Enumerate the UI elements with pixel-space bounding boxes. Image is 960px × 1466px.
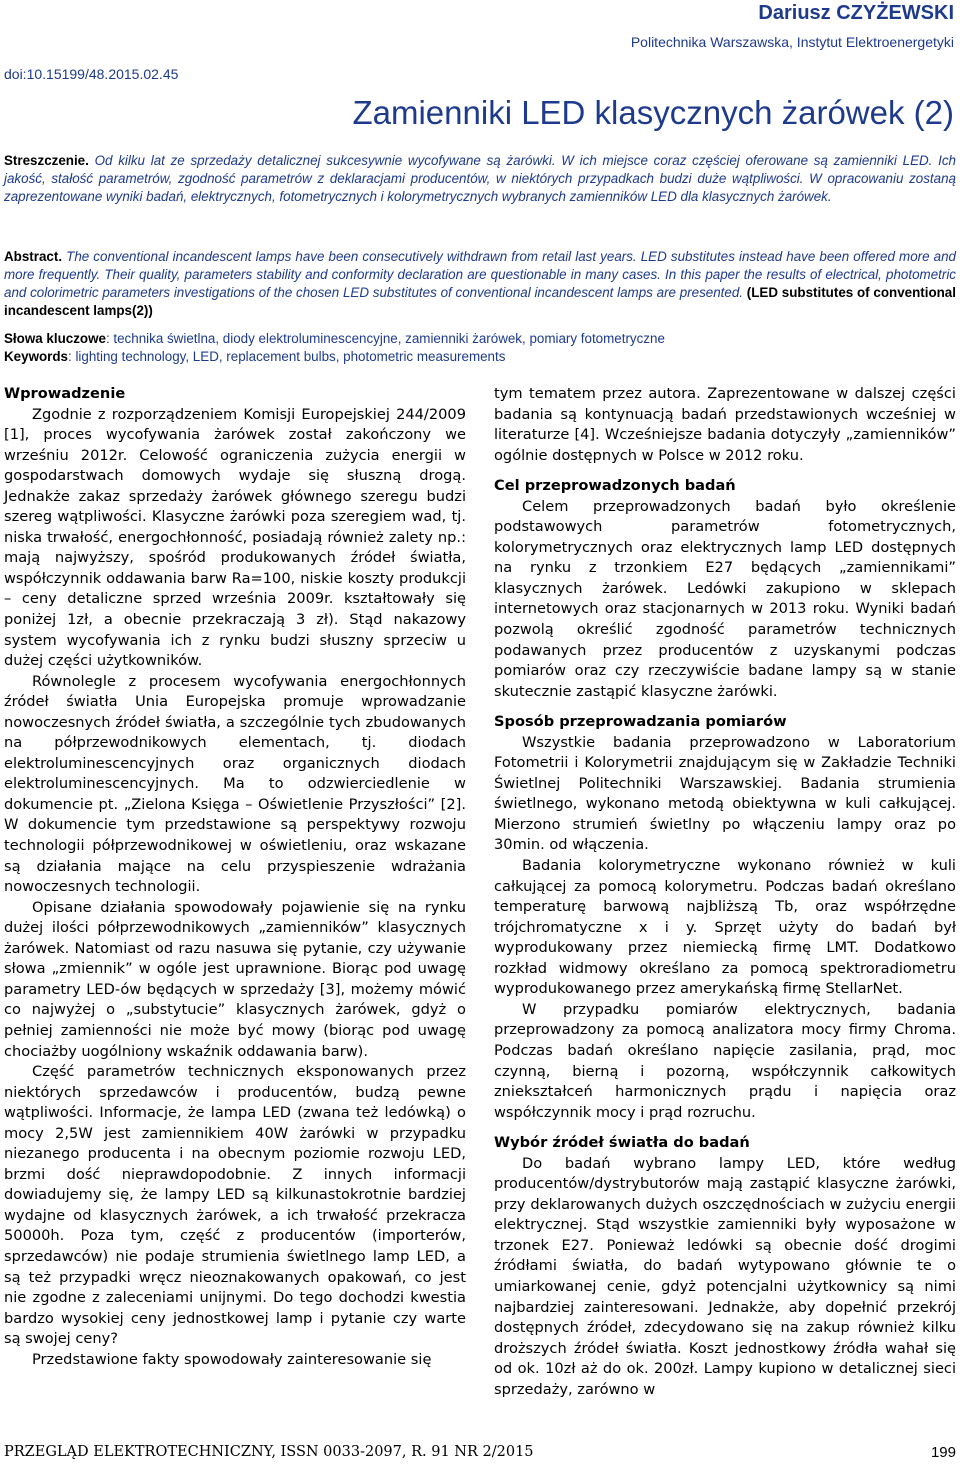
section-heading: Cel przeprowadzonych badań <box>494 477 736 495</box>
right-column <box>494 384 956 1400</box>
abstract-english <box>4 248 956 320</box>
article-title: Zamienniki LED klasycznych żarówek (2) <box>352 94 954 131</box>
paragraph: Do badań wybrano lampy LED, które według producentów/dystrybutorów mają zastąpić klasyczne żarówki, przy deklarowanych dużych oszczędnościach w zużyciu energii elektrycznej. Stąd wszystkie zamienniki były wyposażone w trzonek E27. Ponieważ ledówki są obecnie dość drogimi źródłami światła, do badań wytypowano głównie te o umiarkowanej cenie, gdyż potencjalni użytkownicy są nimi najbardziej zainteresowani. Jednakże, aby dopełnić przekrój dostępnych źródeł, zdecydowano się na zakup również kilku droższych źródeł światła. Koszt jednostkowy źródła wahał się od ok. 10zł aż do ok. 200zł. Lampy kupiono w detalicznej sieci sprzedaży, zarówno w <box>494 1154 956 1398</box>
abstract-polish-text: Od kilku lat ze sprzedaży detalicznej sukcesywnie wycofywane są żarówki. W ich miejsce coraz częściej oferowane są zamienniki LED. Ich jakość, stałość parametrów, zgodność parametrów z deklaracjami producentów, w niektórych przypadkach budzi duże wątpliwości. W opracowaniu zostaną zaprezentowane wyniki badań, elektrycznych, fotometrycznych i kolorymetrycznych wybranych zamienników LED dla klasycznych żarówek. <box>4 153 956 205</box>
left-column <box>4 384 466 1370</box>
paragraph: Przedstawione fakty spowodowały zainteresowanie się <box>32 1350 432 1368</box>
paragraph: Równolegle z procesem wycofywania energochłonnych źródeł światła Unia Europejska promuje wprowadzanie nowoczesnych źródeł światła, a szczególnie tych zbudowanych na półprzewodnikowych elementach, tj. diodach elektroluminescencyjnych oraz organicznych diodach elektroluminescencyjnych. Ma to odzwierciedlenie w dokumencie pt. „Zielona Księga – Oświetlenie Przyszłości” [2]. W dokumencie tym przedstawione są perspektywy rozwoju technologii półprzewodnikowej w oświetleniu, oraz wskazane są działania mające na celu przyspieszenie wdrażania nowoczesnych technologii. <box>4 672 466 896</box>
paragraph: tym tematem przez autora. Zaprezentowane w dalszej części badania są kontynuacją badań przedstawionych wcześniej w literaturze [4]. Wcześniejsze badania dotyczyły „zamienników” ogólnie dostępnych w Polsce w 2012 roku. <box>494 385 956 464</box>
keywords-block <box>4 330 956 366</box>
paragraph: Celem przeprowadzonych badań było określenie podstawowych parametrów fotometrycznych, kolorymetrycznych oraz elektrycznych lamp LED dostępnych na rynku z trzonkiem E27 będących „zamiennikami” klasycznych żarówek. Ledówki zakupiono w sklepach internetowych oraz stacjonarnych w 2013 roku. Wyniki badań pozwolą określić zgodność parametrów technicznych podawanych przez producentów z uzyskanymi podczas pomiarów oraz czy rzeczywiście badane lampy są w stanie skutecznie zastąpić klasyczne żarówki. <box>494 497 956 700</box>
section-heading: Sposób przeprowadzania pomiarów <box>494 713 787 731</box>
journal-footer: PRZEGLĄD ELEKTROTECHNICZNY, ISSN 0033-2097, R. 91 NR 2/2015 <box>4 1444 534 1460</box>
doi: doi:10.15199/48.2015.02.45 <box>4 66 179 82</box>
keywords-polish <box>4 330 956 348</box>
paragraph: Wszystkie badania przeprowadzono w Laboratorium Fotometrii i Kolorymetrii znajdującym się w Zakładzie Techniki Świetlnej Politechniki Warszawskiej. Badania strumienia świetlnego, wykonano metodą obiektywna w kuli całkującej. Mierzono strumień świetlny po włączeniu lampy oraz po 30min. od włączenia. <box>494 733 956 854</box>
page-number: 199 <box>930 1444 956 1461</box>
author-name: Dariusz CZYŻEWSKI <box>758 2 954 24</box>
abstract-english-text: The conventional incandescent lamps have been consecutively withdrawn from retail last years. LED substitutes instead have been offered more and more frequently. Their quality, parameters stability and conformity declaration are questionable in many cases. In this paper the results of electrical, photometric and colorimetric parameters investigations of the chosen LED substitutes of conventional incandescent lamps are presented. <box>4 249 956 301</box>
paragraph: Opisane działania spowodowały pojawienie się na rynku dużej ilości półprzewodnikowych „zamienników” klasycznych żarówek. Natomiast od razu nasuwa się pytanie, czy używanie słowa „zmiennik” w ogóle jest uprawnione. Biorąc pod uwagę parametry LED-ów będących w sprzedaży [3], możemy mówić co najwyżej o „substytucie” klasycznych żarówek, gdyż o pełniej zamienności nie może być mowy (biorąc pod uwagę chociażby uogólniony wskaźnik oddawania barw). <box>4 898 466 1060</box>
section-heading: Wprowadzenie <box>4 385 126 402</box>
paragraph: Zgodnie z rozporządzeniem Komisji Europejskiej 244/2009 [1], proces wycofywania żarówek został zakończony we wrześniu 2012r. Celowość ograniczenia zużycia energii w gospodarstwach domowych wydaje się słuszną drogą. Jednakże zakaz sprzedaży żarówek głównego szeregu budzi szereg wątpliwości. Klasyczne żarówki poza szeregiem wad, tj. niska trwałość, energochłonność, posiadają również zalety np.: mają najwyższy, spośród produkowanych źródeł światła, współczynnik oddawania barw Ra=100, niskie koszty produkcji – ceny detaliczne sprzed września 2009r. kształtowały się poniżej 1zł, a obecnie przekraczają 3 zł). Stąd nakazowy system wycofywania ich z rynku budzi słuszny sprzeciw u dużej części użytkowników. <box>4 405 466 670</box>
keywords-english-label: Keywords <box>4 349 68 365</box>
paragraph: Część parametrów technicznych eksponowanych przez niektórych sprzedawców i producentów, budzą pewne wątpliwości. Informacje, że lampa LED (zwana też ledówką) o mocy 2,5W jest zamiennikiem 40W żarówki w przypadku niezanego producenta i na obecnym poziomie rozwoju LED, brzmi dość nieprawdopodobnie. Z innych informacji dowiadujemy się, że lampy LED są kilkunastokrotnie bardziej wydajne od klasycznych żarówek, a ich trwałość przekracza 50000h. Poza tym, część z producentów (importerów, sprzedawców) nie podaje strumienia świetlnego lamp LED, a są też przypadki wręcz nieoznakowanych opakowań, co jest nie zgodne z zaleceniami unijnymi. Do tego dochodzi kwestia bardzo wysokiej ceny jednostkowej lamp i pytanie czy warte są swojej ceny? <box>4 1063 466 1348</box>
keywords-polish-label: Słowa kluczowe <box>4 331 106 346</box>
author-affiliation: Politechnika Warszawska, Instytut Elektroenergetyki <box>630 34 954 50</box>
paragraph: W przypadku pomiarów elektrycznych, badania przeprowadzony za pomocą analizatora mocy firmy Chroma. Podczas badań określano napięcie zasilania, prąd, moc czynną, bierną i pozorną, współczynnik całkowitych zniekształceń harmonicznych prądu i napięcia oraz współczynnik mocy i prąd rozruchu. <box>494 1000 956 1121</box>
keywords-english <box>4 348 956 366</box>
keywords-polish-text: : technika świetlna, diody elektroluminescencyjne, zamienniki żarówek, pomiary fotometryczne <box>105 331 665 346</box>
section-heading: Wybór źródeł światła do badań <box>494 1134 750 1152</box>
abstract-english-label: Abstract. <box>4 249 63 264</box>
english-title: (LED substitutes of conventional incandescent lamps(2)) <box>4 285 956 319</box>
abstract-polish <box>4 152 956 206</box>
abstract-polish-label: Streszczenie. <box>4 153 89 168</box>
paragraph: Badania kolorymetryczne wykonano również w kuli całkującej za pomocą kolorymetru. Podczas badań określano temperaturę barwową najbliższą Tb, oraz współrzędne trójchromatyczne x i y. Sprzęt użyty do badań był wyprodukowany przez niemiecką firmę LMT. Dodatkowo rozkład widmowy określano za pomocą spektroradiometru wyprodukowanego przez amerykańską firmę StellarNet. <box>494 857 956 998</box>
keywords-english-text: : lighting technology, LED, replacement bulbs, photometric measurements <box>68 349 506 365</box>
